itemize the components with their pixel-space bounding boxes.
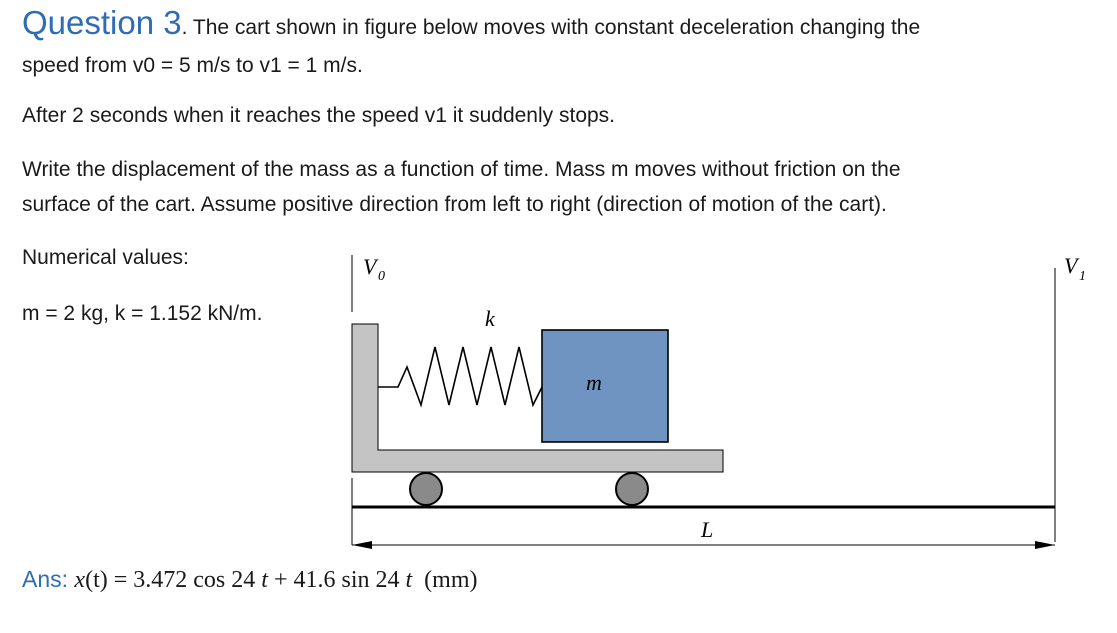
left-wheel: [410, 473, 442, 505]
v0-label: V: [363, 254, 377, 279]
right-wheel: [616, 473, 648, 505]
answer-label: Ans:: [22, 566, 69, 592]
answer-expression: [74, 567, 477, 593]
answer-sin-term: + 41.6 sin 24: [267, 567, 406, 593]
answer: [22, 566, 477, 594]
question-line-3: After 2 seconds when it reaches the speed v1 it suddenly stops.: [22, 104, 616, 127]
question-line-2: speed from v0 = 5 m/s to v1 = 1 m/s.: [22, 54, 363, 77]
distance-label: L: [701, 517, 714, 542]
question-number: Question 3: [22, 4, 182, 41]
numerical-values-label: Numerical values:: [22, 246, 189, 269]
answer-unit: (mm): [412, 567, 478, 593]
mass-block: [542, 330, 668, 442]
mass-label: m: [586, 370, 602, 395]
answer-cos-term: = 3.472 cos 24: [107, 567, 262, 593]
answer-t1: t: [261, 567, 268, 593]
answer-x: x: [74, 567, 86, 593]
spring-label: k: [485, 306, 495, 331]
question-line-1: . The cart shown in figure below moves with constant deceleration changing the: [181, 16, 921, 39]
answer-t-paren: (t): [85, 567, 108, 593]
v0-subscript: 0: [378, 269, 385, 284]
v1-label: V: [1064, 253, 1078, 278]
numerical-values: m = 2 kg, k = 1.152 kN/m.: [22, 302, 263, 325]
question-line-5: surface of the cart. Assume positive direction from left to right (direction of motion of the cart).: [22, 193, 887, 216]
dimension-arrow-left: [352, 541, 372, 549]
question-line-4: Write the displacement of the mass as a function of time. Mass m moves without friction on the: [22, 158, 901, 181]
v1-subscript: 1: [1079, 269, 1086, 284]
spring: [378, 347, 542, 405]
answer-t2: t: [405, 567, 413, 593]
dimension-arrow-right: [1035, 541, 1055, 549]
